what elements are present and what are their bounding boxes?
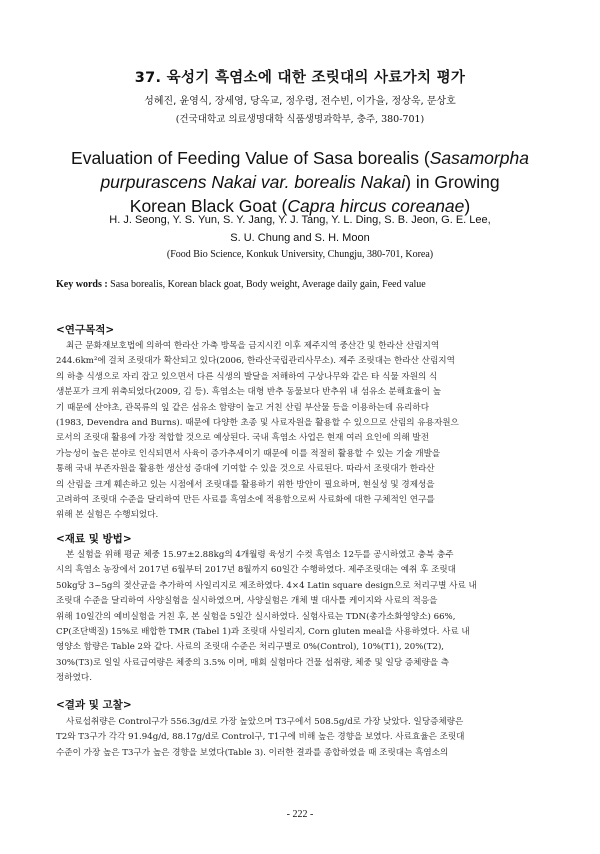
paragraph-line: T2와 T3구가 각각 91.94g/d, 88.17g/d로 Control구, T1구에 비해 높은 경향을 보였다. 사료효율은 조릿대 xyxy=(56,732,465,743)
english-affiliation: (Food Bio Science, Konkuk University, Chungju, 380-701, Korea) xyxy=(166,249,434,260)
paragraph-line: 의 하층 식생으로 자리 잡고 있으면서 다른 식생의 발달을 저해하여 구상나무와 같은 타 식물 자원의 식 xyxy=(56,371,438,382)
page-number: - 222 - xyxy=(286,809,314,820)
paragraph-line: 고려하여 조릿대 수준을 달리하여 만든 사료를 흑염소에 적용함으로써 사료화에 대한 구체적인 연구를 xyxy=(56,495,435,506)
korean-authors: 성혜진, 윤영식, 장세영, 당옥교, 정우령, 전수빈, 이가을, 정상욱, 문상호 xyxy=(144,96,456,107)
paragraph-line: 시의 흑염소 농장에서 2017년 6월부터 2017년 8월까지 60일간 수행하였다. 제주조릿대는 예취 후 조릿대 xyxy=(56,565,456,576)
paragraph-line: 위해 본 실험은 수행되었다. xyxy=(56,510,159,521)
english-title-line2-italic: purpurascens Nakai var. borealis Nakai xyxy=(100,172,406,192)
section-heading-results: <결과 및 고찰> xyxy=(56,699,132,711)
section-heading-purpose: <연구목적> xyxy=(56,324,115,336)
paragraph-line: 사료섭취량은 Control구가 556.3g/d로 가장 높았으며 T3구에서 508.5g/d로 가장 낮았다. 일당증체량은 xyxy=(66,717,464,727)
english-authors xyxy=(40,211,560,247)
paragraph-line: 최근 문화재보호법에 의하여 한라산 가축 방목을 금지시킨 이후 제주지역 중산간 및 한라산 산림지역 xyxy=(66,341,440,351)
paragraph-line: 조릿대 수준을 달리하여 사양실험을 실시하였으며, 사양실험은 개체 별 대사틀 케이지와 사료의 적응을 xyxy=(56,596,438,607)
english-title-line3: Korean Black Goat ( xyxy=(129,196,288,216)
paragraph-line: 가능성이 높은 분야로 인식되면서 사육이 증가추세이기 때문에 이를 적절히 활용할 수 있는 기술 개발을 xyxy=(56,448,441,459)
paragraph-line: 영양소 함량은 Table 2와 같다. 사료의 조릿대 수준은 처리구별로 0%(Control), 10%(T1), 20%(T2), xyxy=(56,642,445,653)
paragraph-line: 기 때문에 산야초, 관목류의 잎 같은 섬유소 함량이 높고 거친 산림 부산물 등을 이용하는데 유리하다 xyxy=(56,402,430,413)
methods-paragraph xyxy=(56,548,544,687)
korean-title: 37. 육성기 흑염소에 대한 조릿대의 사료가치 평가 xyxy=(134,70,466,86)
paragraph-line: 50kg당 3~5g의 젖산균을 추가하여 사일리지로 제조하였다. 4×4 Latin square design으로 처리구별 사료 내 xyxy=(56,580,477,591)
paragraph-line: 생분포가 크게 위축되었다(2009, 김 등). 흑염소는 대형 반추 동물보다 반추위 내 섬유소 분해효율이 높 xyxy=(56,387,442,398)
paragraph-line: 정하였다. xyxy=(56,673,92,684)
paragraph-line: 본 실험을 위해 평균 체중 15.97±2.88kg의 4개월령 육성기 수컷 흑염소 12두를 공시하였고 충북 충주 xyxy=(66,550,454,560)
paragraph-line: 244.6km²에 걸쳐 조릿대가 확산되고 있다(2006, 한라산국립관리사무소). 제주 조릿대는 한라산 산림지역 xyxy=(56,356,455,367)
english-title xyxy=(40,146,560,218)
results-paragraph xyxy=(56,715,544,761)
paragraph-line: 30%(T3)로 일일 사료급여량은 체중의 3.5% 이며, 매회 실험마다 건물 섭취량, 체중 및 일당 증체량을 측 xyxy=(56,657,450,668)
english-authors-line2: S. U. Chung and S. H. Moon xyxy=(230,232,370,244)
keywords xyxy=(56,279,556,290)
keywords-label: Key words : xyxy=(56,279,108,290)
english-authors-line1: H. J. Seong, Y. S. Yun, S. Y. Jang, Y. J. Tang, Y. L. Ding, S. B. Jeon, G. E. Lee, xyxy=(109,214,491,226)
english-title-line1: Evaluation of Feeding Value of Sasa borealis ( xyxy=(71,148,430,168)
english-title-line3-end: ) xyxy=(464,196,471,216)
paragraph-line: 통해 국내 부존자원을 활용한 생산성 증대에 기여할 수 있을 것으로 사료된다. 따라서 조릿대가 한라산 xyxy=(56,464,435,475)
paragraph-line: 의 산림을 크게 훼손하고 있는 시점에서 조릿대를 활용하기 위한 방안이 필요하며, 현실성 및 경제성을 xyxy=(56,479,435,490)
purpose-paragraph xyxy=(56,339,544,524)
english-title-line2: ) in Growing xyxy=(405,172,500,192)
paragraph-line: (1983, Devendra and Burns). 때문에 다양한 초종 및 사료자원을 활용할 수 있으므로 산림의 유용자원으 xyxy=(56,418,459,429)
paragraph-line: 위해 10일간의 예비실험을 거친 후, 본 실험을 5일간 실시하였다. 실험사료는 TDN(총가소화영양소) 66%, xyxy=(56,611,456,622)
section-heading-methods: <재료 및 방법> xyxy=(56,533,132,545)
english-title-line3-italic: Capra hircus coreanae xyxy=(287,196,465,216)
korean-affiliation: (건국대학교 의료생명대학 식품생명과학부, 충주, 380-701) xyxy=(175,114,425,125)
paragraph-line: 로서의 조릿대 활용에 가장 적합할 것으로 예상된다. 국내 흑염소 사업은 현재 여러 요인에 의해 발전 xyxy=(56,433,430,444)
english-title-line1-italic: Sasamorpha xyxy=(429,148,529,168)
keywords-text: Sasa borealis, Korean black goat, Body weight, Average daily gain, Feed value xyxy=(107,279,426,290)
paragraph-line: CP(조단백질) 15%로 배합한 TMR (Tabel 1)과 조릿대 사일리지, Corn gluten meal을 사용하였다. 사료 내 xyxy=(56,627,470,638)
paragraph-line: 수준이 가장 높은 T3구가 높은 경향을 보였다(Table 3). 이러한 결과를 종합하였을 때 조릿대는 흑염소의 xyxy=(56,747,449,758)
